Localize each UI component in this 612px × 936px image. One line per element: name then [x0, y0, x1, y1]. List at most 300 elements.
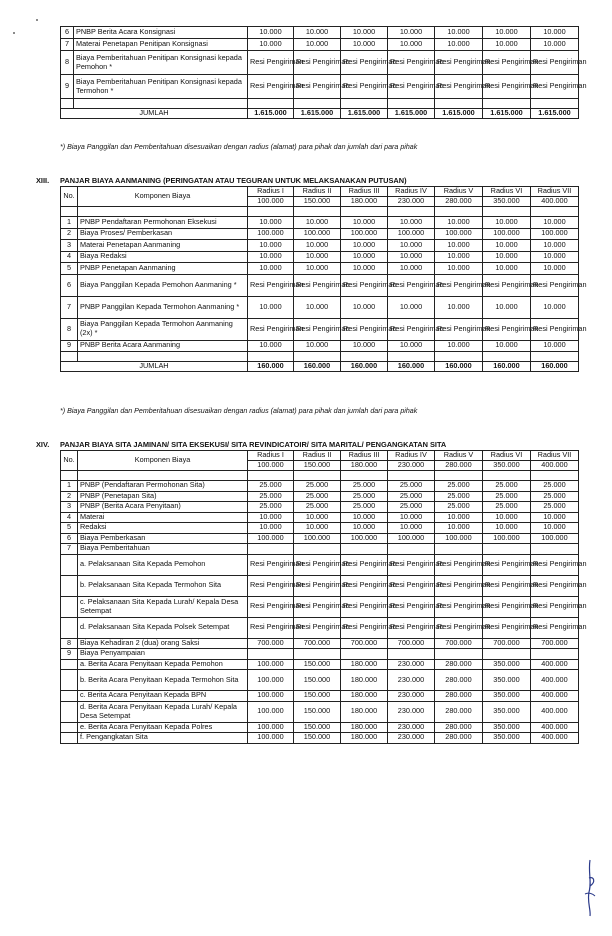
radius-value: 100.000	[248, 733, 294, 744]
radius-value: Resi Pengiriman	[248, 575, 294, 596]
radius-value: 230.000	[388, 701, 435, 722]
total-row	[61, 362, 579, 372]
row-number: 2	[61, 228, 78, 240]
radius-value: Resi Pengiriman	[388, 617, 435, 638]
radius-value: 10.000	[435, 263, 483, 275]
section-number: XIII.	[36, 176, 50, 185]
radius-value: 10.000	[294, 39, 341, 51]
row-number: 4	[61, 251, 78, 263]
radius-value: 10.000	[483, 27, 531, 39]
cost-component: Biaya Penyampaian	[78, 649, 248, 660]
radius-value: 100.000	[483, 228, 531, 240]
total-value: 160.000	[248, 362, 294, 372]
header-komponen: Komponen Biaya	[78, 451, 248, 471]
header-radius: Radius II	[294, 451, 341, 461]
empty-cell	[61, 352, 78, 362]
total-value: 160.000	[388, 362, 435, 372]
empty-cell	[388, 207, 435, 217]
radius-value: 10.000	[388, 512, 435, 523]
radius-value: 25.000	[435, 481, 483, 492]
total-row	[61, 109, 579, 119]
empty-cell	[78, 471, 248, 481]
cost-component: PNBP Berita Acara Konsignasi	[74, 27, 248, 39]
radius-value: 10.000	[248, 512, 294, 523]
row-number: 3	[61, 502, 78, 513]
radius-value: Resi Pengiriman	[341, 575, 388, 596]
radius-value: Resi Pengiriman	[388, 575, 435, 596]
radius-value: 180.000	[341, 733, 388, 744]
radius-value: 180.000	[341, 691, 388, 702]
row-number	[61, 733, 78, 744]
row-number: 1	[61, 481, 78, 492]
radius-value: 25.000	[294, 491, 341, 502]
header-radius: Radius II	[294, 187, 341, 197]
radius-value: 10.000	[531, 39, 579, 51]
radius-value: Resi Pengiriman	[388, 318, 435, 340]
radius-value: Resi Pengiriman	[388, 75, 435, 99]
cost-component: Materai	[78, 512, 248, 523]
radius-value: 280.000	[435, 670, 483, 691]
radius-value	[294, 649, 341, 660]
radius-value: 100.000	[341, 228, 388, 240]
radius-value: Resi Pengiriman	[483, 318, 531, 340]
header-komponen: Komponen Biaya	[78, 187, 248, 207]
empty-cell	[294, 99, 341, 109]
radius-value: Resi Pengiriman	[294, 554, 341, 575]
radius-value: 180.000	[341, 722, 388, 733]
radius-value: 350.000	[483, 659, 531, 670]
radius-value: 180.000	[341, 701, 388, 722]
radius-value: 10.000	[248, 251, 294, 263]
radius-value: 150.000	[294, 722, 341, 733]
radius-value: 10.000	[341, 523, 388, 534]
radius-value: Resi Pengiriman	[341, 554, 388, 575]
radius-value: 350.000	[483, 691, 531, 702]
radius-value: 280.000	[435, 659, 483, 670]
radius-value: 10.000	[388, 340, 435, 352]
radius-value: 100.000	[248, 228, 294, 240]
radius-value: 10.000	[388, 39, 435, 51]
radius-value: 180.000	[341, 670, 388, 691]
radius-value: Resi Pengiriman	[388, 274, 435, 296]
cost-component: Biaya Panggilan Kepada Pemohon Aanmaning *	[78, 274, 248, 296]
radius-value: 10.000	[483, 251, 531, 263]
radius-value: 100.000	[483, 533, 531, 544]
cost-component: b. Berita Acara Penyitaan Kepada Termohon Sita	[78, 670, 248, 691]
empty-cell	[483, 471, 531, 481]
total-value: 1.615.000	[483, 109, 531, 119]
radius-value: 10.000	[248, 523, 294, 534]
radius-value: 10.000	[341, 217, 388, 229]
empty-cell	[248, 352, 294, 362]
radius-value: Resi Pengiriman	[435, 554, 483, 575]
empty-cell	[435, 352, 483, 362]
cost-component: PNBP (Pendaftaran Permohonan Sita)	[78, 481, 248, 492]
table-row	[61, 523, 579, 534]
row-number: 8	[61, 638, 78, 649]
table-row	[61, 502, 579, 513]
radius-value: Resi Pengiriman	[531, 617, 579, 638]
radius-value: 230.000	[388, 691, 435, 702]
header-radius-amount: 150.000	[294, 197, 341, 207]
cost-component: Biaya Panggilan Kepada Termohon Aanmaning (2x) *	[78, 318, 248, 340]
radius-value	[483, 649, 531, 660]
table-row	[61, 75, 579, 99]
radius-value: 10.000	[294, 240, 341, 252]
radius-value: Resi Pengiriman	[248, 75, 294, 99]
sita-cost-table	[60, 450, 587, 744]
radius-value: Resi Pengiriman	[248, 318, 294, 340]
radius-value	[388, 649, 435, 660]
spacer-row	[61, 99, 579, 109]
radius-value: Resi Pengiriman	[531, 274, 579, 296]
table-row	[61, 575, 579, 596]
radius-value: Resi Pengiriman	[294, 51, 341, 75]
header-radius-amount: 230.000	[388, 461, 435, 471]
radius-value	[294, 544, 341, 555]
radius-value	[341, 544, 388, 555]
radius-value: 150.000	[294, 733, 341, 744]
cost-component: d. Berita Acara Penyitaan Kepada Lurah/ Kepala Desa Setempat	[78, 701, 248, 722]
radius-value: 100.000	[531, 228, 579, 240]
radius-value: Resi Pengiriman	[388, 51, 435, 75]
cost-component: Biaya Redaksi	[78, 251, 248, 263]
total-value: 160.000	[294, 362, 341, 372]
radius-value: 100.000	[388, 533, 435, 544]
radius-value	[435, 544, 483, 555]
radius-value: 10.000	[435, 39, 483, 51]
radius-value: 10.000	[294, 296, 341, 318]
table-row	[61, 263, 579, 275]
row-number: 6	[61, 533, 78, 544]
empty-cell	[294, 207, 341, 217]
empty-cell	[388, 471, 435, 481]
radius-value: 10.000	[248, 296, 294, 318]
row-number: 9	[61, 649, 78, 660]
radius-value: 230.000	[388, 733, 435, 744]
scan-speck	[36, 19, 38, 21]
radius-value: Resi Pengiriman	[341, 274, 388, 296]
radius-value: Resi Pengiriman	[248, 617, 294, 638]
total-value: 1.615.000	[248, 109, 294, 119]
radius-value: 400.000	[531, 691, 579, 702]
radius-value: Resi Pengiriman	[531, 318, 579, 340]
radius-value: 280.000	[435, 701, 483, 722]
radius-value: 25.000	[248, 481, 294, 492]
radius-value: 10.000	[294, 217, 341, 229]
radius-value: 100.000	[531, 533, 579, 544]
radius-value: 10.000	[531, 523, 579, 534]
header-radius: Radius I	[248, 187, 294, 197]
row-number: 6	[61, 27, 74, 39]
row-number: 7	[61, 296, 78, 318]
table-row	[61, 39, 579, 51]
radius-value: Resi Pengiriman	[388, 554, 435, 575]
radius-value: Resi Pengiriman	[294, 575, 341, 596]
radius-value: Resi Pengiriman	[531, 554, 579, 575]
table-row	[61, 274, 579, 296]
header-radius: Radius III	[341, 451, 388, 461]
radius-value: 25.000	[294, 481, 341, 492]
empty-cell	[531, 207, 579, 217]
empty-cell	[531, 352, 579, 362]
table-row	[61, 491, 579, 502]
table-row	[61, 240, 579, 252]
radius-value: 10.000	[294, 263, 341, 275]
spacer-row	[61, 352, 579, 362]
radius-value: Resi Pengiriman	[294, 274, 341, 296]
radius-value: 25.000	[248, 502, 294, 513]
total-label: JUMLAH	[61, 109, 248, 119]
radius-value: Resi Pengiriman	[483, 554, 531, 575]
header-radius-amount: 180.000	[341, 461, 388, 471]
radius-value: Resi Pengiriman	[248, 554, 294, 575]
total-value: 1.615.000	[341, 109, 388, 119]
radius-footnote: *) Biaya Panggilan dan Pemberitahuan disesuaikan dengan radius (alamat) para pihak dan jumlah dari para pihak	[60, 143, 418, 151]
total-value: 1.615.000	[531, 109, 579, 119]
row-number	[61, 554, 78, 575]
radius-value: 280.000	[435, 691, 483, 702]
radius-value: 400.000	[531, 659, 579, 670]
radius-value: 10.000	[248, 263, 294, 275]
row-number: 1	[61, 217, 78, 229]
header-radius: Radius V	[435, 451, 483, 461]
radius-value: Resi Pengiriman	[435, 575, 483, 596]
table-row	[61, 659, 579, 670]
radius-value: 10.000	[435, 340, 483, 352]
radius-value: 10.000	[531, 340, 579, 352]
header-radius: Radius I	[248, 451, 294, 461]
radius-value: 10.000	[531, 217, 579, 229]
cost-component: PNBP Pendaftaran Permohonan Eksekusi	[78, 217, 248, 229]
radius-value: Resi Pengiriman	[435, 318, 483, 340]
row-number: 8	[61, 51, 74, 75]
radius-value: 100.000	[294, 228, 341, 240]
radius-value: Resi Pengiriman	[294, 75, 341, 99]
radius-value: 10.000	[294, 27, 341, 39]
radius-value: 700.000	[388, 638, 435, 649]
cost-component: Redaksi	[78, 523, 248, 534]
radius-value: 10.000	[388, 240, 435, 252]
empty-cell	[341, 207, 388, 217]
row-number: 7	[61, 39, 74, 51]
table-row	[61, 251, 579, 263]
row-number	[61, 596, 78, 617]
aanmaning-cost-table	[60, 186, 587, 372]
header-radius: Radius V	[435, 187, 483, 197]
radius-value: 10.000	[483, 217, 531, 229]
radius-value: 350.000	[483, 670, 531, 691]
radius-value: 25.000	[483, 481, 531, 492]
radius-value: 10.000	[341, 39, 388, 51]
radius-value: 10.000	[388, 263, 435, 275]
radius-value: 25.000	[435, 502, 483, 513]
radius-value: 10.000	[531, 512, 579, 523]
radius-value: 100.000	[341, 533, 388, 544]
radius-value: Resi Pengiriman	[294, 617, 341, 638]
empty-cell	[483, 207, 531, 217]
radius-value: Resi Pengiriman	[483, 75, 531, 99]
empty-cell	[435, 99, 483, 109]
radius-value: 10.000	[483, 263, 531, 275]
empty-cell	[74, 99, 248, 109]
section-number: XIV.	[36, 440, 50, 449]
cost-component: PNBP (Berita Acara Penyitaan)	[78, 502, 248, 513]
cost-component: Materai Penetapan Aanmaning	[78, 240, 248, 252]
radius-value	[531, 649, 579, 660]
radius-value: 100.000	[248, 670, 294, 691]
header-radius-amount: 350.000	[483, 197, 531, 207]
total-value: 1.615.000	[294, 109, 341, 119]
empty-cell	[341, 471, 388, 481]
table-row	[61, 340, 579, 352]
total-value: 160.000	[435, 362, 483, 372]
radius-value: Resi Pengiriman	[294, 596, 341, 617]
radius-value: 10.000	[531, 251, 579, 263]
cost-component: Materai Penetapan Penitipan Konsignasi	[74, 39, 248, 51]
header-radius: Radius III	[341, 187, 388, 197]
radius-value: 150.000	[294, 670, 341, 691]
row-number	[61, 722, 78, 733]
radius-value: 100.000	[248, 691, 294, 702]
radius-value: 350.000	[483, 733, 531, 744]
radius-value: 150.000	[294, 701, 341, 722]
table-row	[61, 512, 579, 523]
radius-value: 700.000	[435, 638, 483, 649]
radius-value: 10.000	[248, 217, 294, 229]
radius-value: 150.000	[294, 691, 341, 702]
header-radius: Radius IV	[388, 451, 435, 461]
radius-value: 280.000	[435, 733, 483, 744]
radius-value: 10.000	[435, 240, 483, 252]
total-value: 160.000	[341, 362, 388, 372]
radius-value: 25.000	[483, 491, 531, 502]
radius-value: Resi Pengiriman	[483, 596, 531, 617]
radius-value: 100.000	[435, 228, 483, 240]
cost-component: c. Berita Acara Penyitaan Kepada BPN	[78, 691, 248, 702]
cost-component: PNBP Berita Acara Aanmaning	[78, 340, 248, 352]
radius-value: 10.000	[388, 296, 435, 318]
radius-value: 10.000	[388, 251, 435, 263]
empty-cell	[248, 99, 294, 109]
table-row	[61, 318, 579, 340]
row-number: 8	[61, 318, 78, 340]
table-row	[61, 533, 579, 544]
table-header-row	[61, 451, 579, 461]
radius-value: 10.000	[483, 296, 531, 318]
table-row	[61, 722, 579, 733]
radius-value: 400.000	[531, 670, 579, 691]
radius-value: 700.000	[294, 638, 341, 649]
table-row	[61, 228, 579, 240]
empty-cell	[388, 352, 435, 362]
table-row	[61, 51, 579, 75]
empty-cell	[483, 352, 531, 362]
radius-value: 25.000	[248, 491, 294, 502]
table-row	[61, 649, 579, 660]
konsignasi-cost-table	[60, 26, 587, 119]
header-radius-amount: 100.000	[248, 461, 294, 471]
row-number	[61, 659, 78, 670]
radius-value: 10.000	[294, 340, 341, 352]
total-value: 160.000	[531, 362, 579, 372]
cost-component: PNBP (Penetapan Sita)	[78, 491, 248, 502]
radius-value: Resi Pengiriman	[341, 318, 388, 340]
radius-footnote: *) Biaya Panggilan dan Pemberitahuan disesuaikan dengan radius (alamat) para pihak dan jumlah dari para pihak	[60, 407, 418, 415]
radius-value: 10.000	[388, 27, 435, 39]
radius-value: 10.000	[341, 263, 388, 275]
radius-value: Resi Pengiriman	[483, 617, 531, 638]
empty-cell	[78, 207, 248, 217]
empty-cell	[61, 471, 78, 481]
radius-value: Resi Pengiriman	[341, 75, 388, 99]
radius-value: 10.000	[248, 340, 294, 352]
total-value: 1.615.000	[388, 109, 435, 119]
radius-value: 10.000	[341, 296, 388, 318]
radius-value: 100.000	[248, 701, 294, 722]
header-radius-amount: 100.000	[248, 197, 294, 207]
radius-value: 10.000	[294, 251, 341, 263]
table-row	[61, 554, 579, 575]
radius-value: Resi Pengiriman	[435, 274, 483, 296]
section-title: PANJAR BIAYA SITA JAMINAN/ SITA EKSEKUSI/ SITA REVINDICATOIR/ SITA MARITAL/ PENGANGKATAN SITA	[60, 440, 447, 449]
table-row	[61, 27, 579, 39]
row-number: 4	[61, 512, 78, 523]
radius-value: 25.000	[388, 491, 435, 502]
radius-value: 280.000	[435, 722, 483, 733]
header-radius-amount: 280.000	[435, 461, 483, 471]
radius-value: Resi Pengiriman	[531, 75, 579, 99]
radius-value: 100.000	[435, 533, 483, 544]
empty-cell	[341, 99, 388, 109]
cost-component: Biaya Pemberkasan	[78, 533, 248, 544]
row-number: 7	[61, 544, 78, 555]
empty-cell	[61, 207, 78, 217]
header-radius-amount: 400.000	[531, 197, 579, 207]
table-row	[61, 596, 579, 617]
row-number: 5	[61, 263, 78, 275]
radius-value: 10.000	[388, 523, 435, 534]
radius-value: 10.000	[294, 512, 341, 523]
radius-value: 10.000	[435, 27, 483, 39]
radius-value: 350.000	[483, 701, 531, 722]
radius-value: Resi Pengiriman	[248, 51, 294, 75]
row-number	[61, 701, 78, 722]
header-radius: Radius IV	[388, 187, 435, 197]
cost-component: Biaya Pemberitahuan	[78, 544, 248, 555]
row-number: 3	[61, 240, 78, 252]
radius-value	[248, 649, 294, 660]
table-row	[61, 617, 579, 638]
header-radius: Radius VII	[531, 187, 579, 197]
row-number	[61, 617, 78, 638]
empty-cell	[294, 471, 341, 481]
cost-component: Biaya Pemberitahuan Penitipan Konsignasi kepada Pemohon *	[74, 51, 248, 75]
radius-value: 10.000	[483, 39, 531, 51]
radius-value: 100.000	[294, 533, 341, 544]
table-row	[61, 638, 579, 649]
table-row	[61, 670, 579, 691]
radius-value: Resi Pengiriman	[294, 318, 341, 340]
radius-value: 230.000	[388, 722, 435, 733]
radius-value	[483, 544, 531, 555]
radius-value: 25.000	[483, 502, 531, 513]
radius-value: 700.000	[483, 638, 531, 649]
cost-component: PNBP Penetapan Aanmaning	[78, 263, 248, 275]
table-row	[61, 296, 579, 318]
section-title: PANJAR BIAYA AANMANING (PERINGATAN ATAU TEGURAN UNTUK MELAKSANAKAN PUTUSAN)	[60, 176, 407, 185]
radius-value: 25.000	[531, 491, 579, 502]
